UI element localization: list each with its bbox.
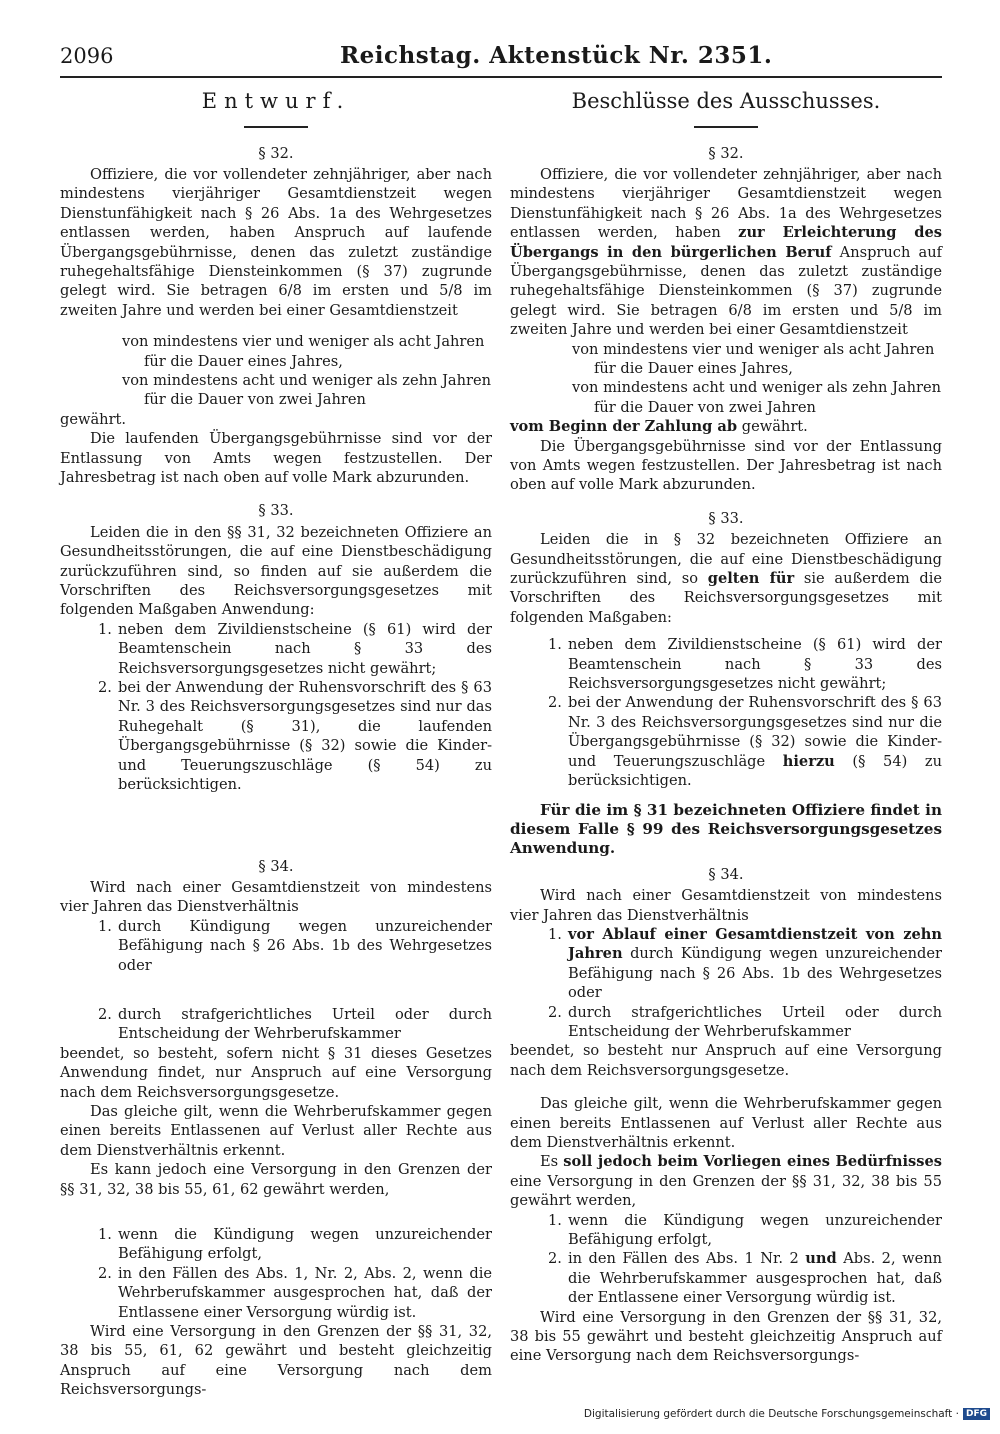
list-item: 1. wenn die Kündigung wegen unzureichender Befähigung erfolgt, xyxy=(98,1226,492,1263)
right-column xyxy=(510,86,942,1366)
left-s34-intro: Wird nach einer Gesamtdienstzeit von mindestens vier Jahren das Dienstverhältnis xyxy=(60,878,492,916)
right-s32-intro-bold: zur Erleichterung des Übergangs in den bürgerlichen Beruf xyxy=(510,224,942,261)
list-item: 2. durch strafgerichtliches Urteil oder durch Entscheidung der Wehrberufskammer xyxy=(548,1003,942,1040)
left-s32-range1-sub: für die Dauer eines Jahres, xyxy=(144,352,343,370)
right-s34-label: § 34. xyxy=(708,865,744,883)
left-s34-para2: Das gleiche gilt, wenn die Wehrberufskammer gegen einen bereits Entlassenen auf Verlust aller Rechte aus dem Dienstverhältnis erkennt. xyxy=(60,1102,492,1159)
list-item: 1. neben dem Zivildienstscheine (§ 61) wird der Beamtenschein nach § 33 des Reichsversorgungsgesetzes nicht gewährt; xyxy=(548,636,942,693)
list-item: 2. in den Fällen des Abs. 1 Nr. 2 und Abs. 2, wenn die Wehrberufskammer ausgesprochen hat, daß der Entlassene einer Versorgung würdig ist. xyxy=(548,1250,943,1307)
page-title: Reichstag. Aktenstück Nr. 2351. xyxy=(340,42,773,69)
right-s34-list xyxy=(510,925,942,1041)
right-s32-range2: von mindestens acht und weniger als zehn Jahren xyxy=(572,379,942,397)
left-s32-range2: von mindestens acht und weniger als zehn Jahren xyxy=(122,371,492,389)
left-s34-para3: Es kann jedoch eine Versorgung in den Grenzen der §§ 31, 32, 38 bis 55, 61, 62 gewährt werden, xyxy=(60,1161,492,1198)
left-s34-para4: Wird eine Versorgung in den Grenzen der §§ 31, 32, 38 bis 55, 61, 62 gewährt und besteht gleichzeitig Anspruch auf eine Versorgung nach dem Reichsversorgungs- xyxy=(60,1323,492,1399)
right-s32-ranges xyxy=(510,340,942,418)
list-item: 2. in den Fällen des Abs. 1, Nr. 2, Abs. 2, wenn die Wehrberufskammer ausgesprochen hat, daß der Entlassene einer Versorgung würdig ist. xyxy=(98,1264,492,1321)
left-s34-para1: beendet, so besteht, sofern nicht § 31 dieses Gesetzes Anwendung findet, nur Anspruch auf eine Versorgung nach dem Reichsversorgungsgesetze. xyxy=(60,1044,492,1101)
left-heading-rule xyxy=(244,126,308,128)
right-s32-range2-sub: für die Dauer von zwei Jahren xyxy=(594,398,816,416)
left-s33-list xyxy=(60,620,492,795)
header-rule xyxy=(60,76,942,78)
right-heading-rule xyxy=(694,126,758,128)
left-s32-range2-sub: für die Dauer von zwei Jahren xyxy=(144,391,366,409)
left-s34-label: § 34. xyxy=(258,857,294,875)
left-s33-intro: Leiden die in den §§ 31, 32 bezeichneten Offiziere an Gesundheitsstörungen, die auf eine Dienstbeschädigung zurückzuführen sind, so finden auf sie außerdem die Vorschriften des Reichsversorgungsgesetzes mit folgenden Maßgaben Anwendung: xyxy=(60,523,492,619)
left-s32-ranges xyxy=(60,332,492,410)
list-item: 1. wenn die Kündigung wegen unzureichender Befähigung erfolgt, xyxy=(548,1211,942,1249)
right-s33-note: Für die im § 31 bezeichneten Offiziere findet in diesem Falle § 99 des Reichsversorgungsgesetzes Anwendung. xyxy=(510,800,942,858)
page-number: 2096 xyxy=(60,44,114,68)
right-s34-para3: Es soll jedoch beim Vorliegen eines Bedürfnisses eine Versorgung in den Grenzen der §§ 31, 32, 38 bis 55 gewährt werden, xyxy=(510,1153,942,1210)
right-s34-intro: Wird nach einer Gesamtdienstzeit von mindestens vier Jahren das Dienstverhältnis xyxy=(510,887,942,924)
right-s32-intro: Offiziere, die vor vollendeter zehnjähriger, aber nach mindestens vierjähriger Gesamtdienstzeit wegen Dienstunfähigkeit nach § 26 Abs. 1a des Wehrgesetzes entlassen werden, haben zur Erleichterung des Übergangs in den bürgerlichen Beruf Anspruch auf Übergangsgebührnisse, denen das zuletzt zuständige ruhegehaltsfähige Diensteinkommen (§ 37) zugrunde gelegt wird. Sie betragen 6/8 im ersten und 5/8 im zweiten Jahre und werden bei einer Gesamtdienstzeit xyxy=(510,165,943,339)
left-column xyxy=(60,86,492,1400)
right-s33-list xyxy=(510,635,942,790)
right-s32-range1: von mindestens vier und weniger als acht Jahren xyxy=(572,340,935,358)
right-s34-para1: beendet, so besteht nur Anspruch auf eine Versorgung nach dem Reichsversorgungsgesetze. xyxy=(510,1042,942,1079)
right-s33-label: § 33. xyxy=(708,509,744,527)
left-s32-closing: Die laufenden Übergangsgebührnisse sind vor der Entlassung von Amts wegen festzustellen. Der Jahresbetrag ist nach oben auf volle Mark abzurunden. xyxy=(60,430,492,486)
right-s32-granted: vom Beginn der Zahlung ab gewährt. xyxy=(510,418,808,436)
list-item: 1. neben dem Zivildienstscheine (§ 61) wird der Beamtenschein nach § 33 des Reichsversorgungsgesetzes nicht gewährt; xyxy=(98,620,492,677)
left-s34-list xyxy=(60,917,492,1044)
right-s33-intro: Leiden die in § 32 bezeichneten Offiziere an Gesundheitsstörungen, die auf eine Dienstbeschädigung zurückzuführen sind, so gelten für sie außerdem die Vorschriften des Reichsversorgungsgesetzes mit folgenden Maßgaben: xyxy=(510,531,943,626)
left-s34-list2 xyxy=(60,1225,492,1322)
dfg-logo: DFG xyxy=(963,1408,990,1420)
list-item: 2. bei der Anwendung der Ruhensvorschrift des § 63 Nr. 3 des Reichsversorgungsgesetzes sind nur die Übergangsgebührnisse (§ 32) sowie die Kinder- und Teuerungszuschläge hierzu (§ 54) zu berücksichtigen. xyxy=(548,694,943,790)
right-heading: Beschlüsse des Ausschusses. xyxy=(571,89,881,113)
list-item: 1. durch Kündigung wegen unzureichender Befähigung nach § 26 Abs. 1b des Wehrgesetzes oder xyxy=(98,917,492,974)
footer-text: Digitalisierung gefördert durch die Deutsche Forschungsgemeinschaft · xyxy=(583,1408,959,1420)
right-s32-closing: Die Übergangsgebührnisse sind vor der Entlassung von Amts wegen festzustellen. Der Jahresbetrag ist nach oben auf volle Mark abzurunden. xyxy=(510,437,942,494)
right-s34-para2: Das gleiche gilt, wenn die Wehrberufskammer gegen einen bereits Entlassenen auf Verlust aller Rechte aus dem Dienstverhältnis erkennt. xyxy=(510,1095,942,1151)
left-s33-label: § 33. xyxy=(258,502,294,520)
left-heading: Entwurf. xyxy=(201,89,351,113)
list-item: 2. durch strafgerichtliches Urteil oder durch Entscheidung der Wehrberufskammer xyxy=(98,1005,492,1043)
right-s34-list2 xyxy=(510,1211,942,1308)
footer-credit xyxy=(584,1408,990,1420)
right-s32-range1-sub: für die Dauer eines Jahres, xyxy=(594,359,793,377)
list-item: 1. vor Ablauf einer Gesamtdienstzeit von zehn Jahren durch Kündigung wegen unzureichender Befähigung nach § 26 Abs. 1b des Wehrgesetzes oder xyxy=(548,925,943,1002)
right-s32-label: § 32. xyxy=(708,144,744,162)
left-s32-granted: gewährt. xyxy=(60,410,127,428)
list-item: 2. bei der Anwendung der Ruhensvorschrift des § 63 Nr. 3 des Reichsversorgungsgesetzes sind nur das Ruhegehalt (§ 31), die laufenden Übergangsgebührnisse (§ 32) sowie die Kinder- und Teuerungszuschläge (§ 54) zu berücksichtigen. xyxy=(98,679,492,794)
right-s34-para4: Wird eine Versorgung in den Grenzen der §§ 31, 32, 38 bis 55 gewährt und besteht gleichzeitig Anspruch auf eine Versorgung nach dem Reichsversorgungs- xyxy=(510,1308,942,1365)
left-s32-label: § 32. xyxy=(258,144,294,162)
left-s32-range1: von mindestens vier und weniger als acht Jahren xyxy=(122,333,485,351)
left-s32-intro: Offiziere, die vor vollendeter zehnjähriger, aber nach mindestens vierjähriger Gesamtdienstzeit wegen Dienstunfähigkeit nach § 26 Abs. 1a des Wehrgesetzes entlassen werden, haben Anspruch auf laufende Übergangsgebührnisse, denen das zuletzt zuständige ruhegehaltsfähige Diensteinkommen (§ 37) zugrunde gelegt wird. Sie betragen 6/8 im ersten und 5/8 im zweiten Jahre und werden bei einer Gesamtdienstzeit xyxy=(60,165,492,319)
